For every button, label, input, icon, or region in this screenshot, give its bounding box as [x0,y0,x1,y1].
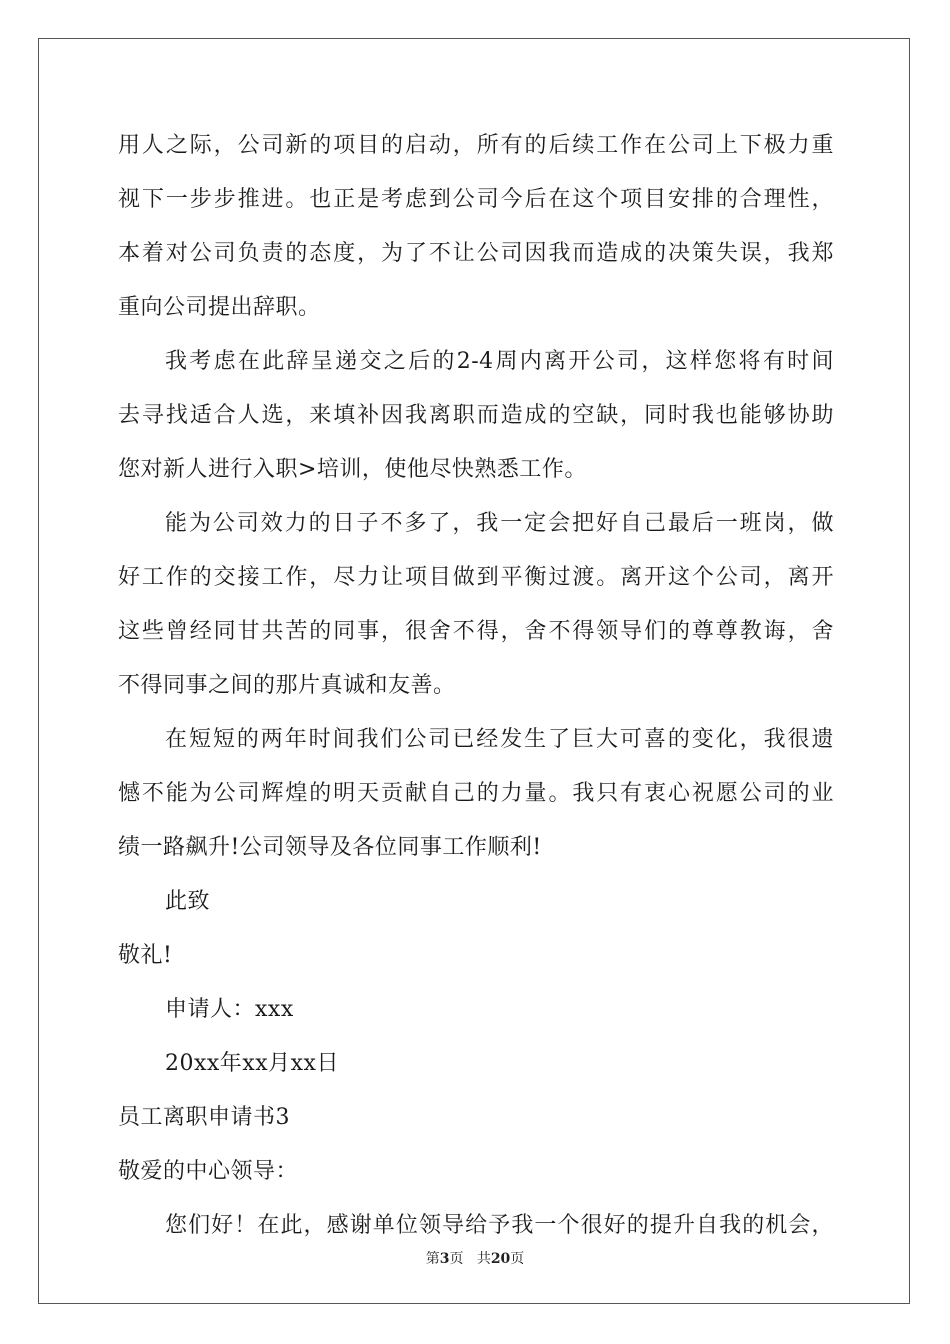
footer-total-number: 20 [490,1251,511,1267]
date-line: 20xx年xx月xx日 [165,1051,339,1076]
paragraph-line: 能为公司效力的日子不多了，我一定会把好自己最后一班岗，做 [165,511,834,536]
paragraph-line: 我考虑在此辞呈递交之后的2-4周内离开公司，这样您将有时间 [165,349,834,374]
closing-salutation: 此致 [165,889,211,914]
paragraph-line: 不得同事之间的那片真诚和友善。 [118,673,456,698]
applicant-line: 申请人：xxx [165,997,294,1022]
paragraph-line: 在短短的两年时间我们公司已经发生了巨大可喜的变化，我很遗 [165,727,834,752]
footer-page-number: 3 [439,1251,450,1267]
paragraph-line: 这些曾经同甘共苦的同事，很舍不得，舍不得领导们的尊尊教诲，舍 [118,619,834,644]
paragraph-line: 视下一步步推进。也正是考虑到公司今后在这个项目安排的合理性， [118,187,834,212]
paragraph-line: 您们好！在此，感谢单位领导给予我一个很好的提升自我的机会， [165,1213,834,1238]
greeting-line: 敬爱的中心领导： [118,1159,299,1184]
footer-total-suffix: 页 [510,1251,525,1267]
paragraph-line: 去寻找适合人选，来填补因我离职而造成的空缺，同时我也能够协助 [118,403,834,428]
paragraph-line: 本着对公司负责的态度，为了不让公司因我而造成的决策失误，我郑 [118,241,834,266]
paragraph-line: 绩一路飙升!公司领导及各位同事工作顺利! [118,835,542,860]
footer-total-prefix: 共 [476,1251,491,1267]
section-title: 员工离职申请书3 [118,1105,290,1130]
closing-regards: 敬礼! [118,943,173,968]
paragraph-line: 好工作的交接工作，尽力让项目做到平衡过渡。离开这个公司，离开 [118,565,834,590]
paragraph-line: 重向公司提出辞职。 [118,295,321,320]
paragraph-line: 您对新人进行入职>培训，使他尽快熟悉工作。 [118,457,587,482]
paragraph-line: 用人之际，公司新的项目的启动，所有的后续工作在公司上下极力重 [118,133,834,158]
footer-page-suffix: 页 [449,1251,464,1267]
page-footer [0,1248,950,1268]
footer-page-prefix: 第 [425,1251,440,1267]
paragraph-line: 憾不能为公司辉煌的明天贡献自己的力量。我只有衷心祝愿公司的业 [118,781,834,806]
